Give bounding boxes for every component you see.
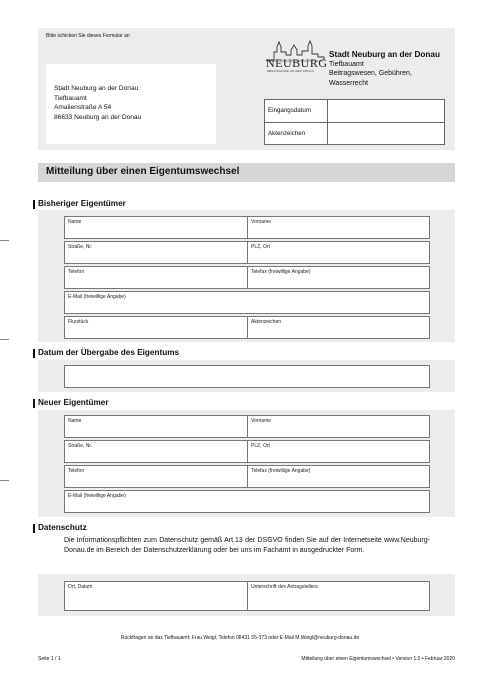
previous-owner-zip-city-field[interactable]: PLZ, Ort — [247, 241, 430, 264]
address-line: Tiefbauamt — [54, 94, 87, 102]
send-to-note: Bitte schicken Sie dieses Formular an — [46, 33, 130, 39]
receipt-date-label: Eingangsdatum — [268, 107, 311, 114]
document-version: Mitteilung über einen Eigentumswechsel • Version 1.0 • Februar 2020 — [301, 656, 455, 662]
privacy-heading: Datenschutz — [38, 523, 87, 532]
logo-word: NEUBURG — [266, 56, 328, 70]
new-owner-first-name-field[interactable]: Vorname — [247, 415, 430, 438]
city-logo — [264, 38, 326, 78]
previous-owner-street-field[interactable]: Straße, Nr. — [64, 241, 248, 264]
address-line: Stadt Neuburg an der Donau — [54, 85, 139, 92]
logo-tagline: RENAISSANCE AN DER DONAU — [267, 69, 314, 73]
address-line: 86633 Neuburg an der Donau — [54, 113, 142, 121]
form-title: Mitteilung über einen Eigentumswechsel — [46, 166, 240, 177]
footer-contact: Rückfragen an das Tiefbauamt: Frau Weigl, Telefon 08431 55-373 oder E-Mail M.Weigl@neuburg-donau.de — [120, 635, 360, 641]
privacy-text: Die Informationspflichten zum Datenschutz gemäß Art.13 der DSGVO finden Sie auf der Internetseite www.Neuburg-Donau.de im Bereich der Datenschutzerklärung oder bei uns im Fachamt in ausgedruckter Form. — [64, 537, 430, 555]
previous-owner-heading: Bisheriger Eigentümer — [38, 199, 126, 208]
fold-mark — [0, 480, 9, 481]
new-owner-email-field[interactable]: E-Mail (freiwillige Angabe) — [64, 490, 430, 513]
new-owner-fax-field[interactable]: Telefax (freiwillige Angabe) — [247, 465, 430, 488]
page-number: Seite 1 / 1 — [38, 656, 61, 662]
transfer-date-field[interactable] — [64, 365, 430, 388]
fold-mark — [0, 240, 9, 241]
title-bar — [38, 163, 455, 182]
new-owner-heading: Neuer Eigentümer — [38, 398, 109, 407]
new-owner-zip-city-field[interactable]: PLZ, Ort — [247, 440, 430, 463]
receipt-table — [264, 99, 445, 145]
new-owner-name-field[interactable]: Name — [64, 415, 248, 438]
new-owner-phone-field[interactable]: Telefon — [64, 465, 248, 488]
office-title: Stadt Neuburg an der Donau — [329, 50, 440, 59]
office-block — [329, 50, 440, 88]
previous-owner-file-number-field[interactable]: Aktenzeichen — [247, 316, 430, 339]
office-line: Beitragswesen, Gebühren, — [329, 70, 412, 78]
file-number-label: Aktenzeichen — [268, 130, 306, 137]
punch-mark — [0, 339, 9, 340]
previous-owner-email-field[interactable]: E-Mail (freiwillige Angabe) — [64, 291, 430, 314]
place-date-field[interactable]: Ort, Datum — [64, 581, 248, 611]
receipt-date-field[interactable] — [328, 100, 444, 122]
file-number-field[interactable] — [328, 123, 444, 145]
previous-owner-name-field[interactable]: Name — [64, 216, 248, 239]
office-line: Wasserrecht — [329, 79, 369, 87]
transfer-date-heading: Datum der Übergabe des Eigentums — [38, 348, 179, 357]
address-line: Amalienstraße A 54 — [54, 104, 112, 112]
previous-owner-fax-field[interactable]: Telefax (freiwillige Angabe) — [247, 266, 430, 289]
new-owner-street-field[interactable]: Straße, Nr. — [64, 440, 248, 463]
previous-owner-first-name-field[interactable]: Vorname — [247, 216, 430, 239]
parcel-field[interactable]: Flurstück — [64, 316, 248, 339]
previous-owner-phone-field[interactable]: Telefon — [64, 266, 248, 289]
signature-field[interactable]: Unterschrift des Antragstellers — [247, 581, 430, 611]
address-window — [46, 64, 216, 144]
office-line: Tiefbauamt — [329, 61, 364, 68]
